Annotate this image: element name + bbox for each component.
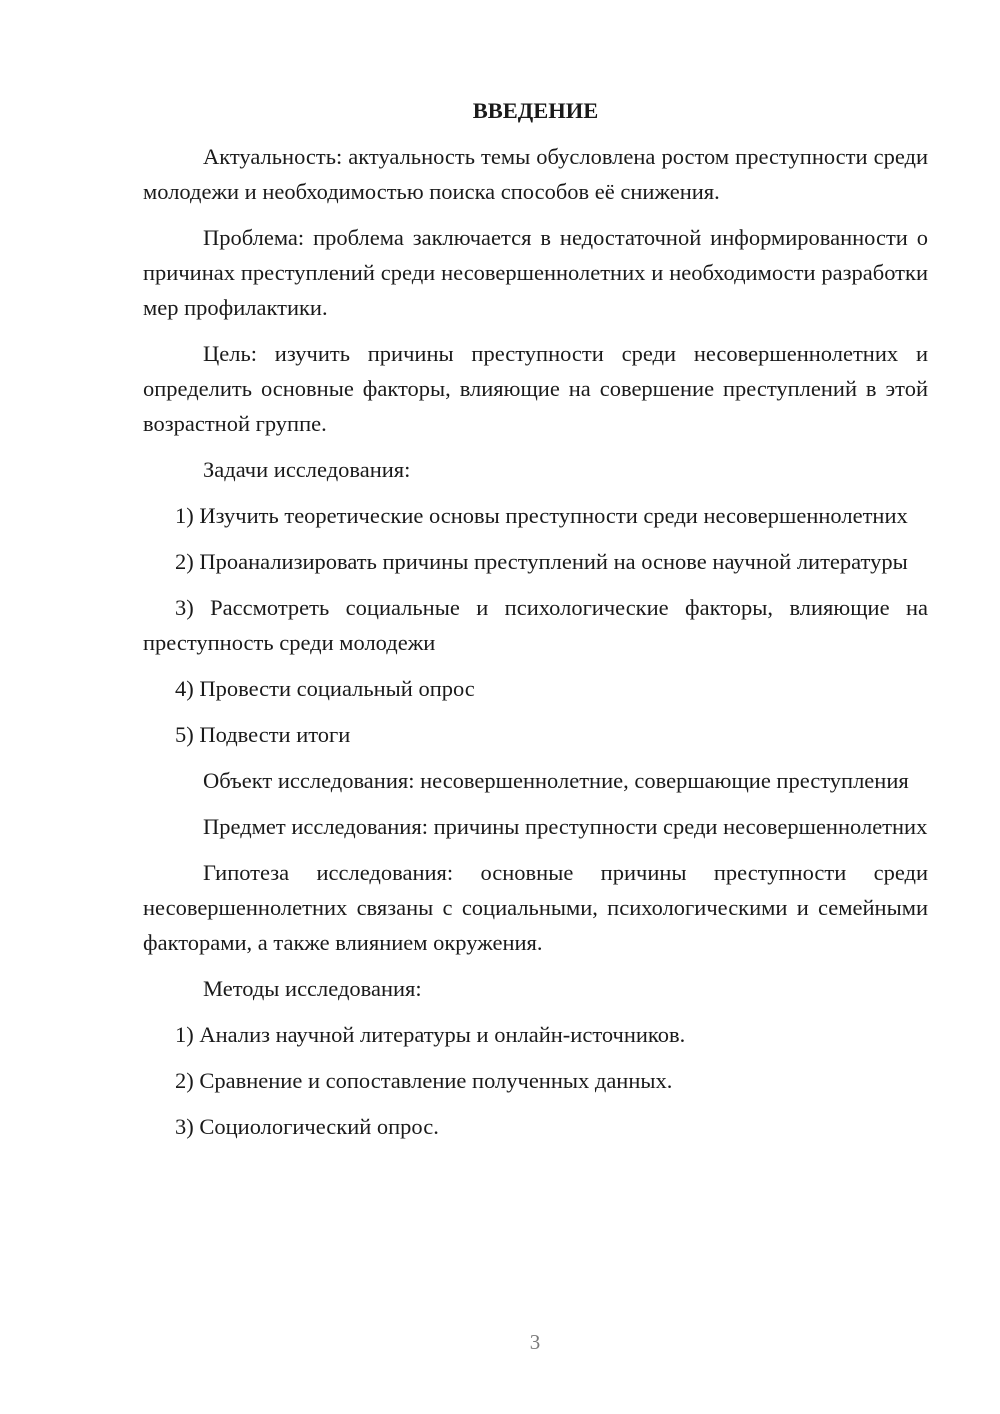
page-number: 3 — [529, 1330, 541, 1354]
relevance-paragraph: Актуальность: актуальность темы обусловлена ростом преступности среди молодежи и необходимостью поиска способов её снижения. — [143, 144, 928, 204]
methods-label: Методы исследования: — [203, 976, 422, 1001]
task-item: 2) Проанализировать причины преступлений на основе научной литературы — [175, 549, 908, 574]
problem-paragraph: Проблема: проблема заключается в недостаточной информированности о причинах преступлений среди несовершеннолетних и необходимости разработки мер профилактики. — [143, 225, 928, 320]
method-item: 1) Анализ научной литературы и онлайн-источников. — [175, 1022, 686, 1047]
task-item: 3) Рассмотреть социальные и психологические факторы, влияющие на преступность среди молодежи — [143, 595, 928, 655]
tasks-label: Задачи исследования: — [203, 457, 411, 482]
task-item: 5) Подвести итоги — [175, 722, 351, 747]
task-item: 4) Провести социальный опрос — [175, 676, 475, 701]
method-item: 2) Сравнение и сопоставление полученных данных. — [175, 1068, 673, 1093]
goal-paragraph: Цель: изучить причины преступности среди несовершеннолетних и определить основные факторы, влияющие на совершение преступлений в этой возрастной группе. — [143, 341, 928, 436]
document-title: ВВЕДЕНИЕ — [472, 98, 599, 123]
hypothesis-paragraph: Гипотеза исследования: основные причины преступности среди несовершеннолетних связаны с социальными, психологическими и семейными факторами, а также влиянием окружения. — [143, 860, 928, 955]
object-paragraph: Объект исследования: несовершеннолетние, совершающие преступления — [203, 768, 909, 793]
method-item: 3) Социологический опрос. — [175, 1114, 439, 1139]
task-item: 1) Изучить теоретические основы преступности среди несовершеннолетних — [175, 503, 908, 528]
subject-paragraph: Предмет исследования: причины преступности среди несовершеннолетних — [203, 814, 928, 839]
document-body — [143, 93, 928, 1155]
